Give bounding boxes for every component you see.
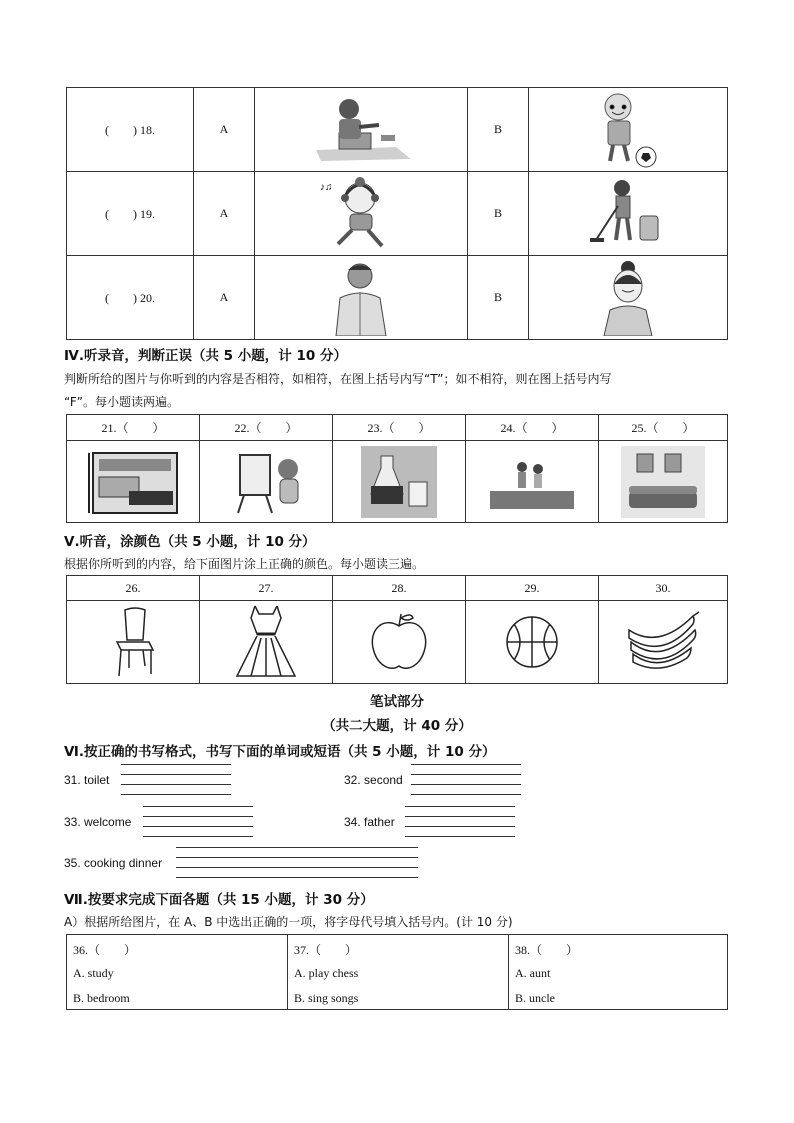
question-37-number: 37.（ ） (294, 943, 358, 957)
boy-building-picture (255, 88, 468, 172)
writing-lines-35[interactable] (176, 847, 418, 879)
option-a-label: A (194, 172, 255, 256)
bananas-drawing[interactable] (599, 601, 728, 684)
item-28: 28. (333, 576, 466, 601)
boy-football-picture (529, 88, 728, 172)
option-b-label: B (468, 88, 529, 172)
question-18[interactable]: ( ) 18. (67, 88, 194, 172)
girl-painting-picture (200, 441, 333, 523)
section-7-title: Ⅶ.按要求完成下面各题（共 15 小题，计 30 分） (64, 892, 374, 908)
choice-table (66, 934, 728, 1010)
section-5-instruction: 根据你所听到的内容，给下面图片涂上正确的颜色。每小题读三遍。 (64, 557, 425, 571)
question-38[interactable] (509, 935, 728, 1010)
kitchen-picture (67, 441, 200, 523)
item-27: 27. (200, 576, 333, 601)
option-36-b[interactable]: B. bedroom (73, 991, 130, 1005)
chair-drawing[interactable] (67, 601, 200, 684)
writing-lines-34[interactable] (405, 806, 515, 838)
item-22[interactable]: 22.（ ） (200, 415, 333, 441)
dress-drawing[interactable] (200, 601, 333, 684)
written-section-subtitle: （共二大题，计 40 分） (322, 718, 472, 734)
item-21[interactable]: 21.（ ） (67, 415, 200, 441)
item-29: 29. (466, 576, 599, 601)
option-38-a[interactable]: A. aunt (515, 966, 551, 980)
question-19[interactable]: ( ) 19. (67, 172, 194, 256)
section-7-part-a-instruction: A）根据所给图片，在 A、B 中选出正确的一项，将字母代号填入括号内。(计 10 分) (64, 915, 513, 929)
coloring-table (66, 575, 728, 684)
question-38-number: 38.（ ） (515, 943, 579, 957)
writing-lines-32[interactable] (411, 764, 521, 796)
woman-picture (529, 256, 728, 340)
section-6-title: Ⅵ.按正确的书写格式，书写下面的单词或短语（共 5 小题，计 10 分） (64, 744, 496, 760)
option-b-label: B (468, 172, 529, 256)
writing-lines-33[interactable] (143, 806, 253, 838)
listening-picture-table (66, 87, 728, 340)
section-4-instruction: 判断所给的图片与你听到的内容是否相符，如相符，在图上括号内写“T”；如不相符，则在图上括号内写 (64, 372, 612, 386)
option-36-a[interactable]: A. study (73, 966, 114, 980)
question-20[interactable]: ( ) 20. (67, 256, 194, 340)
word-32-label: 32. second (344, 773, 403, 787)
question-36[interactable] (67, 935, 288, 1010)
item-30: 30. (599, 576, 728, 601)
option-38-b[interactable]: B. uncle (515, 991, 555, 1005)
item-25[interactable]: 25.（ ） (599, 415, 728, 441)
option-a-label: A (194, 256, 255, 340)
boy-sweeping-picture (529, 172, 728, 256)
word-33-label: 33. welcome (64, 815, 132, 829)
section-5-title: Ⅴ.听音，涂颜色（共 5 小题，计 10 分） (64, 534, 316, 550)
writing-lines-31[interactable] (121, 764, 231, 796)
true-false-table (66, 414, 728, 523)
living-room-picture (599, 441, 728, 523)
section-4-title: Ⅳ.听录音，判断正误（共 5 小题，计 10 分） (64, 348, 347, 364)
word-31-label: 31. toilet (64, 773, 110, 787)
question-36-number: 36.（ ） (73, 943, 137, 957)
option-37-a[interactable]: A. play chess (294, 966, 359, 980)
question-37[interactable] (288, 935, 509, 1010)
option-b-label: B (468, 256, 529, 340)
apple-drawing[interactable] (333, 601, 466, 684)
girl-music-picture (255, 172, 468, 256)
basketball-drawing[interactable] (466, 601, 599, 684)
item-24[interactable]: 24.（ ） (466, 415, 599, 441)
written-section-title: 笔试部分 (370, 694, 424, 710)
word-34-label: 34. father (344, 815, 395, 829)
park-picture (466, 441, 599, 523)
man-picture (255, 256, 468, 340)
drinks-picture (333, 441, 466, 523)
word-35-label: 35. cooking dinner (64, 856, 163, 870)
option-37-b[interactable]: B. sing songs (294, 991, 359, 1005)
option-a-label: A (194, 88, 255, 172)
item-23[interactable]: 23.（ ） (333, 415, 466, 441)
svg-text:♪♫: ♪♫ (320, 181, 333, 193)
item-26: 26. (67, 576, 200, 601)
section-4-instruction-cont: “F”。每小题读两遍。 (64, 395, 179, 409)
